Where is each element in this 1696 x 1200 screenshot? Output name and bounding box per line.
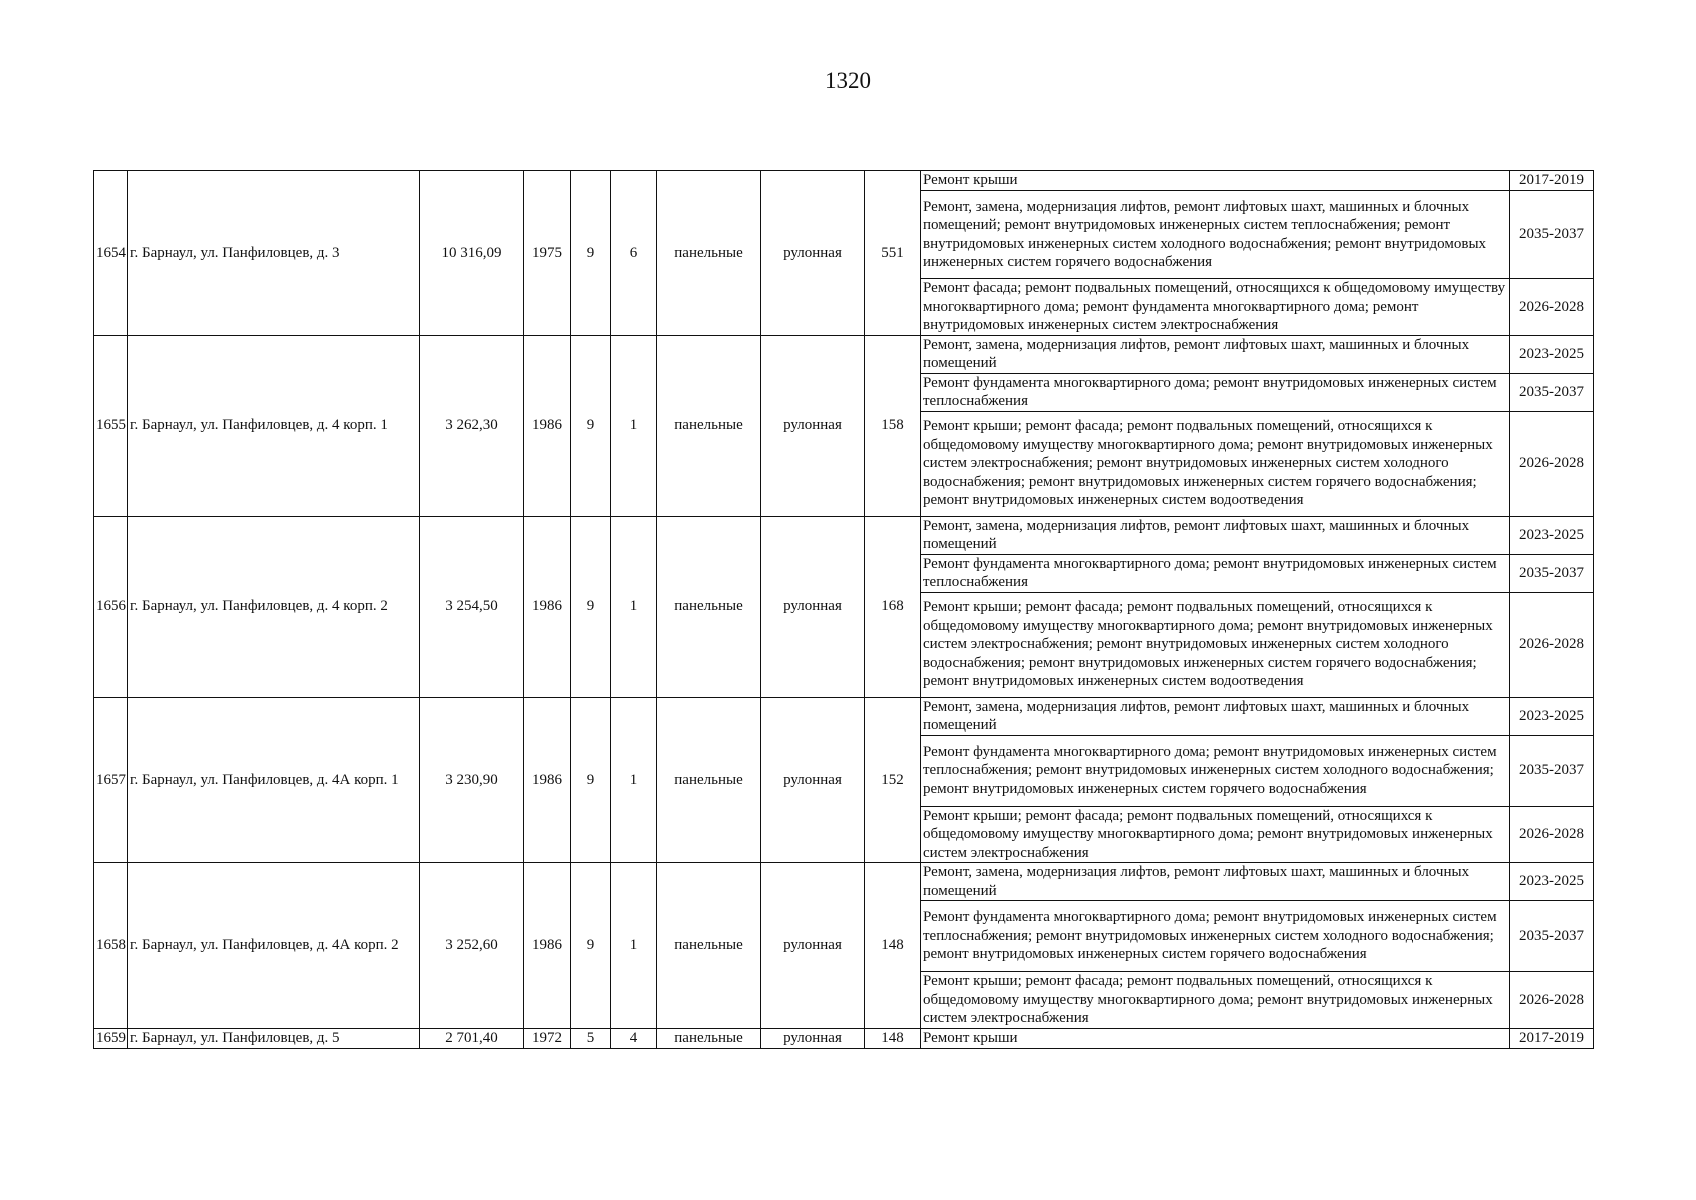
- building-number-cell: 1658: [94, 863, 128, 1029]
- floors-cell: 5: [571, 1028, 611, 1048]
- work-period-cell: 2026-2028: [1510, 279, 1594, 336]
- area-cell: 3 254,50: [420, 516, 524, 697]
- building-repair-table: [93, 170, 1594, 1049]
- work-description-cell: Ремонт фасада; ремонт подвальных помещений, относящихся к общедомовому имуществу многоквартирного дома; ремонт фундамента многоквартирного дома; ремонт внутридомовых инженерных систем электроснабжения: [921, 279, 1510, 336]
- floors-cell: 9: [571, 516, 611, 697]
- apartments-cell: 152: [865, 697, 921, 863]
- roof-type-cell: рулонная: [761, 335, 865, 516]
- building-number-cell: 1657: [94, 697, 128, 863]
- work-description-cell: Ремонт, замена, модернизация лифтов, ремонт лифтовых шахт, машинных и блочных помещений: [921, 335, 1510, 373]
- entrances-cell: 1: [611, 697, 657, 863]
- work-period-cell: 2026-2028: [1510, 411, 1594, 516]
- apartments-cell: 148: [865, 863, 921, 1029]
- work-period-cell: 2017-2019: [1510, 171, 1594, 191]
- entrances-cell: 1: [611, 863, 657, 1029]
- address-cell: г. Барнаул, ул. Панфиловцев, д. 4 корп. 1: [128, 335, 420, 516]
- wall-material-cell: панельные: [657, 516, 761, 697]
- floors-cell: 9: [571, 171, 611, 336]
- apartments-cell: 168: [865, 516, 921, 697]
- work-period-cell: 2023-2025: [1510, 863, 1594, 901]
- table-row: [94, 863, 1594, 901]
- building-number-cell: 1656: [94, 516, 128, 697]
- work-description-cell: Ремонт фундамента многоквартирного дома; ремонт внутридомовых инженерных систем теплоснабжения: [921, 554, 1510, 592]
- table-row: [94, 1028, 1594, 1048]
- work-description-cell: Ремонт фундамента многоквартирного дома; ремонт внутридомовых инженерных систем теплоснабжения: [921, 373, 1510, 411]
- area-cell: 3 252,60: [420, 863, 524, 1029]
- year-cell: 1986: [524, 697, 571, 863]
- entrances-cell: 6: [611, 171, 657, 336]
- work-period-cell: 2026-2028: [1510, 972, 1594, 1029]
- area-cell: 3 262,30: [420, 335, 524, 516]
- entrances-cell: 1: [611, 516, 657, 697]
- work-description-cell: Ремонт крыши: [921, 171, 1510, 191]
- work-period-cell: 2017-2019: [1510, 1028, 1594, 1048]
- work-description-cell: Ремонт крыши; ремонт фасада; ремонт подвальных помещений, относящихся к общедомовому имуществу многоквартирного дома; ремонт внутридомовых инженерных систем электроснабжения: [921, 806, 1510, 863]
- address-cell: г. Барнаул, ул. Панфиловцев, д. 3: [128, 171, 420, 336]
- address-cell: г. Барнаул, ул. Панфиловцев, д. 4А корп. 1: [128, 697, 420, 863]
- floors-cell: 9: [571, 335, 611, 516]
- building-number-cell: 1654: [94, 171, 128, 336]
- wall-material-cell: панельные: [657, 171, 761, 336]
- entrances-cell: 4: [611, 1028, 657, 1048]
- table-row: [94, 516, 1594, 554]
- work-period-cell: 2035-2037: [1510, 735, 1594, 806]
- work-period-cell: 2035-2037: [1510, 901, 1594, 972]
- year-cell: 1972: [524, 1028, 571, 1048]
- roof-type-cell: рулонная: [761, 697, 865, 863]
- address-cell: г. Барнаул, ул. Панфиловцев, д. 4 корп. 2: [128, 516, 420, 697]
- area-cell: 3 230,90: [420, 697, 524, 863]
- work-description-cell: Ремонт фундамента многоквартирного дома; ремонт внутридомовых инженерных систем теплоснабжения; ремонт внутридомовых инженерных систем холодного водоснабжения; ремонт внутридомовых инженерных систем горячего водоснабжения: [921, 735, 1510, 806]
- work-description-cell: Ремонт крыши; ремонт фасада; ремонт подвальных помещений, относящихся к общедомовому имуществу многоквартирного дома; ремонт внутридомовых инженерных систем электроснабжения; ремонт внутридомовых инженерных систем холодного водоснабжения; ремонт внутридомовых инженерных систем горячего водоснабжения; ремонт внутридомовых инженерных систем водоотведения: [921, 411, 1510, 516]
- entrances-cell: 1: [611, 335, 657, 516]
- roof-type-cell: рулонная: [761, 171, 865, 336]
- wall-material-cell: панельные: [657, 335, 761, 516]
- page-number: 1320: [825, 68, 871, 93]
- work-period-cell: 2023-2025: [1510, 697, 1594, 735]
- work-description-cell: Ремонт крыши; ремонт фасада; ремонт подвальных помещений, относящихся к общедомовому имуществу многоквартирного дома; ремонт внутридомовых инженерных систем электроснабжения: [921, 972, 1510, 1029]
- work-period-cell: 2035-2037: [1510, 373, 1594, 411]
- table-row: [94, 171, 1594, 191]
- apartments-cell: 551: [865, 171, 921, 336]
- roof-type-cell: рулонная: [761, 1028, 865, 1048]
- work-period-cell: 2026-2028: [1510, 592, 1594, 697]
- apartments-cell: 148: [865, 1028, 921, 1048]
- year-cell: 1986: [524, 335, 571, 516]
- roof-type-cell: рулонная: [761, 863, 865, 1029]
- building-number-cell: 1659: [94, 1028, 128, 1048]
- table-row: [94, 697, 1594, 735]
- floors-cell: 9: [571, 697, 611, 863]
- work-period-cell: 2023-2025: [1510, 516, 1594, 554]
- table-body: [94, 171, 1594, 1049]
- wall-material-cell: панельные: [657, 1028, 761, 1048]
- year-cell: 1986: [524, 516, 571, 697]
- floors-cell: 9: [571, 863, 611, 1029]
- work-description-cell: Ремонт, замена, модернизация лифтов, ремонт лифтовых шахт, машинных и блочных помещений: [921, 863, 1510, 901]
- work-description-cell: Ремонт, замена, модернизация лифтов, ремонт лифтовых шахт, машинных и блочных помещений: [921, 697, 1510, 735]
- roof-type-cell: рулонная: [761, 516, 865, 697]
- year-cell: 1975: [524, 171, 571, 336]
- address-cell: г. Барнаул, ул. Панфиловцев, д. 4А корп. 2: [128, 863, 420, 1029]
- work-description-cell: Ремонт крыши; ремонт фасада; ремонт подвальных помещений, относящихся к общедомовому имуществу многоквартирного дома; ремонт внутридомовых инженерных систем электроснабжения; ремонт внутридомовых инженерных систем холодного водоснабжения; ремонт внутридомовых инженерных систем горячего водоснабжения; ремонт внутридомовых инженерных систем водоотведения: [921, 592, 1510, 697]
- work-period-cell: 2035-2037: [1510, 191, 1594, 279]
- work-description-cell: Ремонт, замена, модернизация лифтов, ремонт лифтовых шахт, машинных и блочных помещений: [921, 516, 1510, 554]
- work-period-cell: 2023-2025: [1510, 335, 1594, 373]
- work-description-cell: Ремонт, замена, модернизация лифтов, ремонт лифтовых шахт, машинных и блочных помещений; ремонт внутридомовых инженерных систем теплоснабжения; ремонт внутридомовых инженерных систем холодного водоснабжения; ремонт внутридомовых инженерных систем горячего водоснабжения: [921, 191, 1510, 279]
- wall-material-cell: панельные: [657, 863, 761, 1029]
- work-description-cell: Ремонт крыши: [921, 1028, 1510, 1048]
- work-period-cell: 2026-2028: [1510, 806, 1594, 863]
- work-period-cell: 2035-2037: [1510, 554, 1594, 592]
- area-cell: 2 701,40: [420, 1028, 524, 1048]
- table-row: [94, 335, 1594, 373]
- area-cell: 10 316,09: [420, 171, 524, 336]
- work-description-cell: Ремонт фундамента многоквартирного дома; ремонт внутридомовых инженерных систем теплоснабжения; ремонт внутридомовых инженерных систем холодного водоснабжения; ремонт внутридомовых инженерных систем горячего водоснабжения: [921, 901, 1510, 972]
- wall-material-cell: панельные: [657, 697, 761, 863]
- building-number-cell: 1655: [94, 335, 128, 516]
- year-cell: 1986: [524, 863, 571, 1029]
- apartments-cell: 158: [865, 335, 921, 516]
- address-cell: г. Барнаул, ул. Панфиловцев, д. 5: [128, 1028, 420, 1048]
